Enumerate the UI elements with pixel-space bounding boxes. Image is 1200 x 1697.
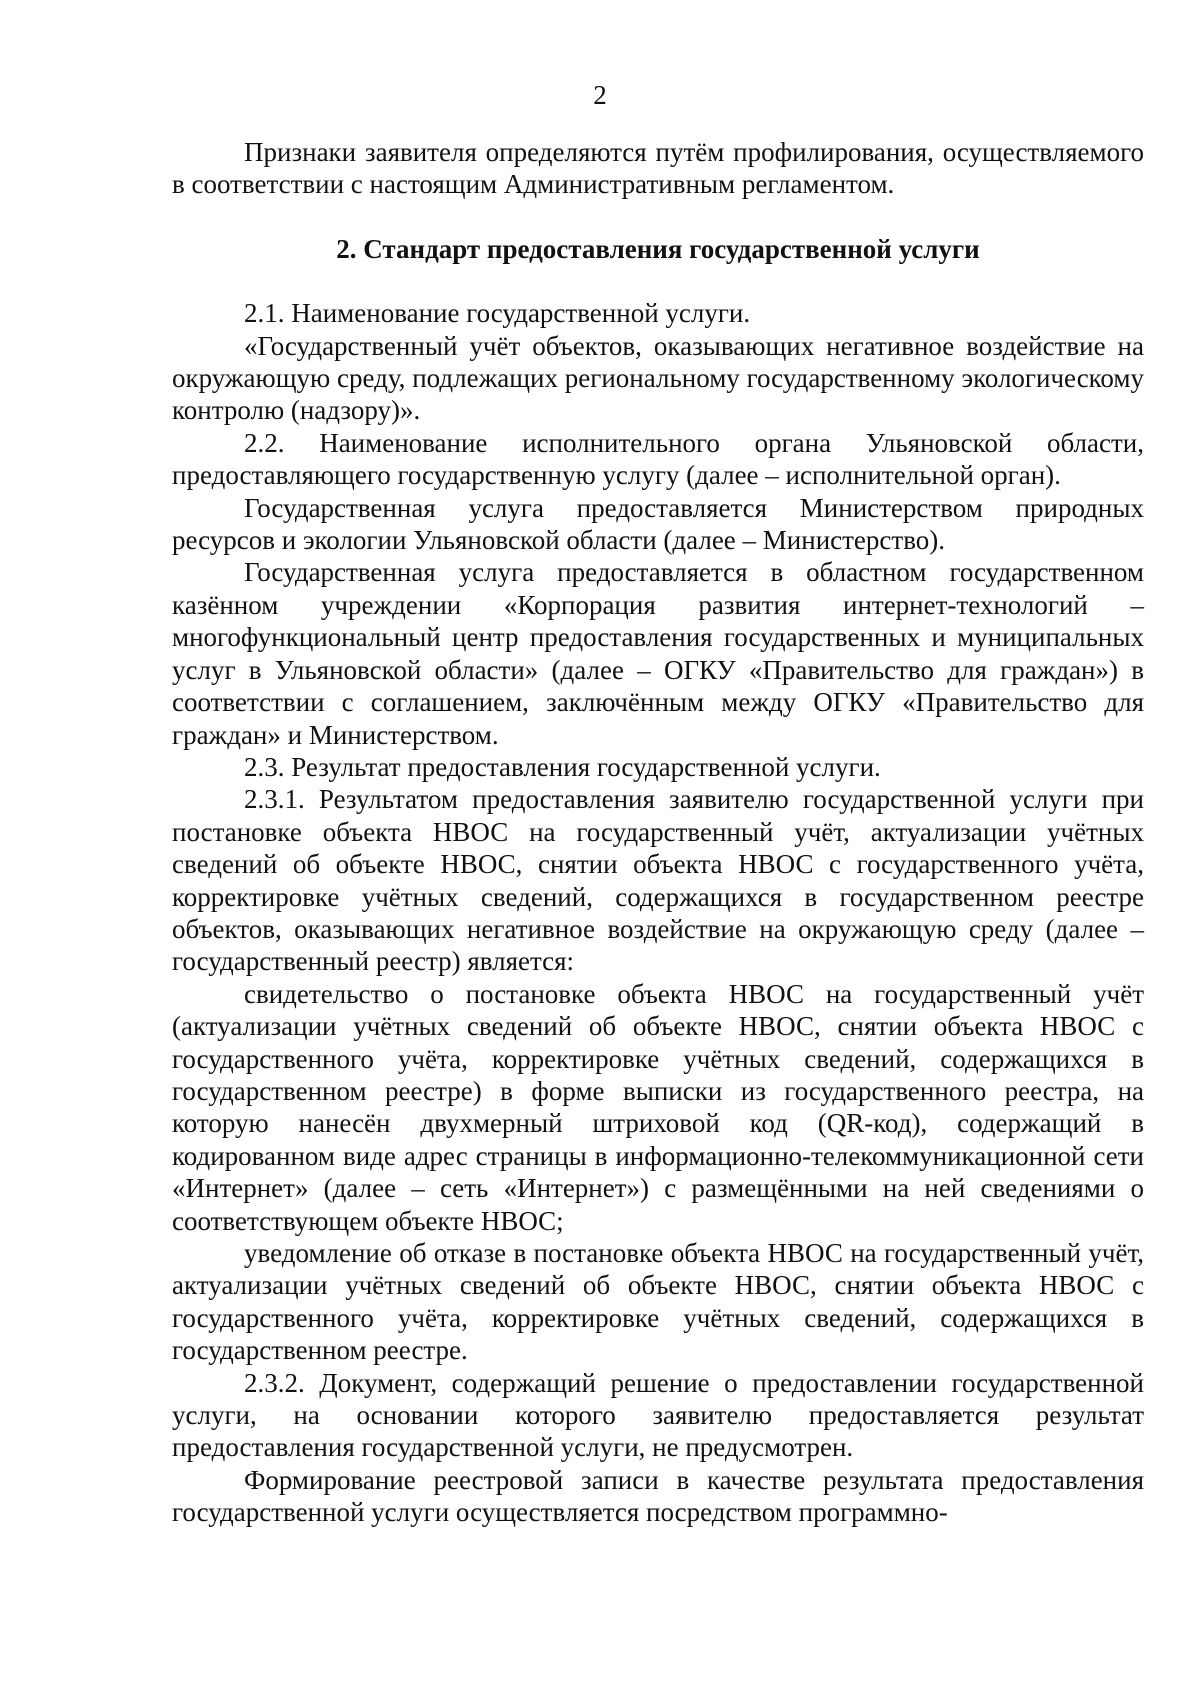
- section-paragraphs: [172, 297, 1144, 1528]
- paragraph-2-3-2: 2.3.2. Документ, содержащий решение о предоставлении государственной услуги, на основании которого заявителю предоставляется результат предоставления государственной услуги, не предусмотрен.: [172, 1367, 1144, 1463]
- paragraph-registry-entry: Формирование реестровой записи в качестве результата предоставления государственной услуги осуществляется посредством программно-: [172, 1464, 1144, 1528]
- document-body: [172, 136, 1144, 1529]
- paragraph-2-3: 2.3. Результат предоставления государственной услуги.: [244, 751, 881, 782]
- paragraph-service-name: «Государственный учёт объектов, оказывающих негативное воздействие на окружающую среду, подлежащих региональному государственному экологическому контролю (надзору)».: [172, 330, 1144, 426]
- paragraph-certificate: свидетельство о постановке объекта НВОС на государственный учёт (актуализации учётных сведений об объекте НВОС, снятии объекта НВОС с государственного учёта, корректировке учётных сведений, содержащихся в государственном реестре) в форме выписки из государственного реестра, на которую нанесён двухмерный штриховой код (QR-код), содержащий в кодированном виде адрес страницы в информационно-телекоммуникационной сети «Интернет» (далее – сеть «Интернет») с размещёнными на ней сведениями о соответствующем объекте НВОС;: [172, 978, 1144, 1236]
- paragraph-2-3-1: 2.3.1. Результатом предоставления заявителю государственной услуги при постановке объекта НВОС на государственный учёт, актуализации учётных сведений об объекте НВОС, снятии объекта НВОС с государственного учёта, корректировке учётных сведений, содержащихся в государственном реестре объектов, оказывающих негативное воздействие на окружающую среду (далее – государственный реестр) является:: [172, 784, 1144, 977]
- paragraph-applicant-profiling: Признаки заявителя определяются путём профилирования, осуществляемого в соответствии с настоящим Административным регламентом.: [172, 137, 1144, 200]
- section-heading: 2. Стандарт предоставления государственной услуги: [336, 233, 980, 264]
- paragraph-ministry: Государственная услуга предоставляется Министерством природных ресурсов и экологии Ульяновской области (далее – Министерство).: [172, 492, 1144, 556]
- paragraph-2-1: 2.1. Наименование государственной услуги.: [244, 298, 751, 329]
- paragraph-2-2: 2.2. Наименование исполнительного органа Ульяновской области, предоставляющего государственную услугу (далее – исполнительной орган).: [172, 427, 1144, 491]
- paragraph-ogku: Государственная услуга предоставляется в областном государственном казённом учреждении «Корпорация развития интернет-технологий – многофункциональный центр предоставления государственных и муниципальных услуг в Ульяновской области» (далее – ОГКУ «Правительство для граждан») в соответствии с соглашением, заключённым между ОГКУ «Правительство для граждан» и Министерством.: [172, 557, 1144, 750]
- paragraph-refusal-notice: уведомление об отказе в постановке объекта НВОС на государственный учёт, актуализации учётных сведений об объекте НВОС, снятии объекта НВОС с государственного учёта, корректировке учётных сведений, содержащихся в государственном реестре.: [172, 1238, 1144, 1366]
- page-number: 2: [593, 80, 607, 110]
